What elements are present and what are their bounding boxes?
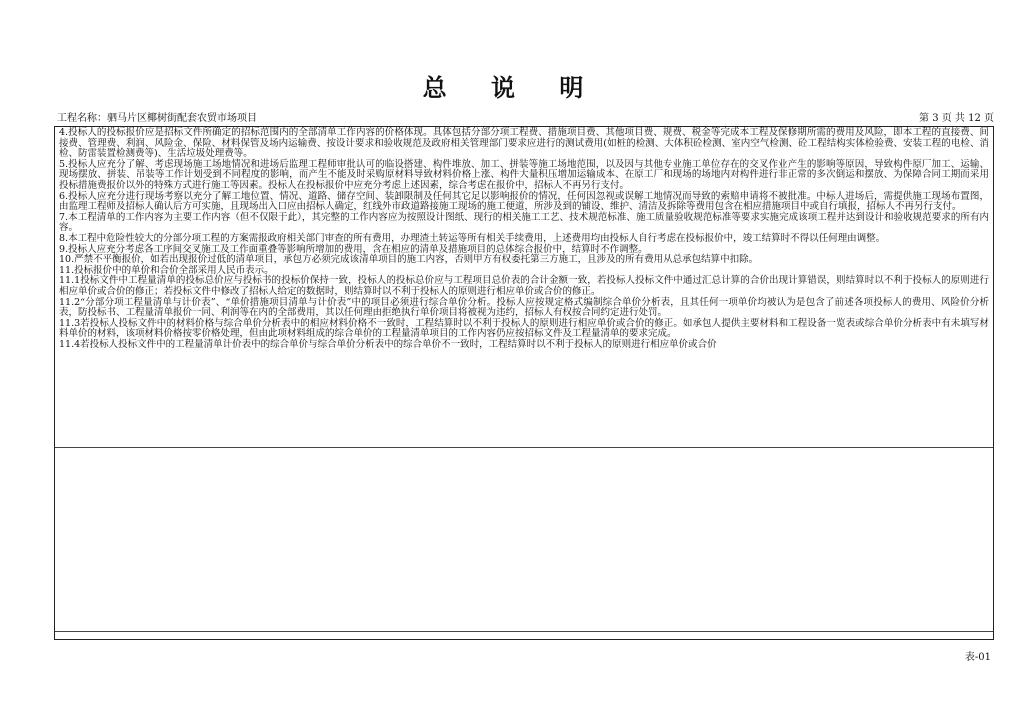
form-code: 表-01: [964, 652, 991, 663]
paragraph-11: 11.投标报价中的单价和合价全部采用人民币表示。: [59, 264, 274, 276]
paragraph-11-2: 11.2“分部分项工程量清单与计价表”、“单价措施项目清单与计价表”中的项目必须进行综合单价分析。投标人应按规定格式编制综合单价分析表，且其任何一项单价均被认为是包含了前述各项投标人的费用、风险价分析表，防投标书、工程量清单报价一同、利润等在内的全部费用，其以任何理由拒绝执行单价项目将被视为违约，招标人有权按合同约定进行处罚。: [59, 296, 989, 319]
paragraph-8: 8.本工程中危险性较大的分部分项工程的方案需报政府相关部门审查的所有费用，办理渣土转运等所有相关手续费用，上述费用均由投标人自行考虑在投标报价中，竣工结算时不得以任何理由调整。: [59, 232, 886, 244]
description-text: [59, 128, 989, 350]
text-end-rule: [55, 447, 993, 448]
document-title: 总 说 明: [422, 73, 602, 102]
paragraph-4: 4.投标人的投标报价应是招标文件所确定的招标范围内的全部清单工作内容的价格体现。具体包括分部分项工程费、措施项目费、其他项目费、规费、税金等完成本工程及保修期所需的费用及风险，即本工程的直接费、间接费、管理费、利润、风险金、保险、材料保管及场内运输费、按设计要求和验收规范及政府相关管理部门要求应进行的测试费用(如桩的检测、大体积砼检测、室内空气检测、砼工程结构实体检验费、安装工程的电检、消检、防雷装置检测费等)、生活垃圾处理费等。: [59, 127, 989, 160]
header-meta-row: [57, 112, 994, 126]
paragraph-7: 7.本工程清单的工作内容为主要工作内容（但不仅限于此），其完整的工作内容应为按照设计图纸、现行的相关施工工艺、技术规范标准、施工质量验收规范标准等要求实施完成该项工程并达到设计和验收规范要求的所有内容。: [59, 211, 989, 234]
bottom-inner-rule: [55, 631, 993, 632]
paragraph-11-3: 11.3若投标人投标文件中的材料价格与综合单价分析表中的相应材料价格不一致时，工程结算时以不利于投标人的原则进行相应单价或合价的修正。如承包人提供主要材料和工程设备一览表或综合单价分析表中有未填写材料单价的材料，该项材料价格按零价格处理，但由此项材料组成的综合单价的工程量清单项目的工作内容仍应按招标文件及工程量清单的要求完成。: [59, 317, 989, 340]
paragraph-10: 10.严禁不平衡报价，如若出现报价过低的清单项目，承包方必须完成该清单项目的施工内容，否则甲方有权委托第三方施工，且涉及的所有费用从总承包结算中扣除。: [59, 254, 759, 266]
paragraph-9: 9.投标人应充分考虑各工序间交叉施工及工作面重叠等影响所增加的费用，含在相应的清单及措施项目的总体综合报价中，结算时不作调整。: [59, 243, 648, 255]
project-name: 工程名称：驷马片区椰树街配套农贸市场项目: [57, 113, 257, 124]
paragraph-5: 5.投标人应充分了解、考虑现场施工场地情况和进场后监理工程师审批认可的临设搭建、构件堆放、加工、拼装等施工场地范围，以及因与其他专业施工单位存在的交叉作业产生的影响等原因，导致构件原厂加工、运输、现场摆放、拼装、吊装等工作计划受到不同程度的影响，而产生不能及时采购原材料导致材料价格上涨、构件大量积压增加运输成本、在原工厂和现场的场地内对构件进行非正常的多次倒运和摆放、为保障合同工期而采用投标措施费报价以外的特殊方式进行施工等因素。投标人在投标报价中应充分考虑上述因素，综合考虑在报价中，招标人不再另行支付。: [59, 158, 989, 191]
paragraph-11-1: 11.1投标文件中工程量清单的投标总价应与投标书的投标价保持一致，投标人的投标总价应与工程项目总价表的合计金额一致，若投标人投标文件中通过汇总计算的合价出现计算错误，则结算时以不利于投标人的原则进行相应单价或合价的修正；若投标文件中修改了招标人给定的数据时，则结算时以不利于投标人的原则进行相应单价或合价的修正。: [59, 275, 989, 297]
paragraph-6: 6.投标人应充分进行现场考察以充分了解工地位置、情况、道路、储存空间、装卸限制及任何其它足以影响报价的情况，任何因忽视或误解工地情况而导致的索赔申请将不被批准。中标人进场后，需提供施工现场布置图，由监理工程师及招标人确认后方可实施，且现场出入口应由招标人确定，红线外市政道路接施工现场的施工便道，所涉及到的铺设、维护、清洁及拆除等费用包含在相应措施项目中或自行填报，招标人不再另行支付。: [59, 190, 989, 213]
page-number: 第 3 页 共 12 页: [919, 113, 994, 124]
content-frame: [54, 126, 994, 640]
paragraph-11-4: 11.4若投标人投标文件中的工程量清单计价表中的综合单价与综合单价分析表中的综合单价不一致时，工程结算时以不利于投标人的原则进行相应单价或合价: [59, 338, 717, 350]
